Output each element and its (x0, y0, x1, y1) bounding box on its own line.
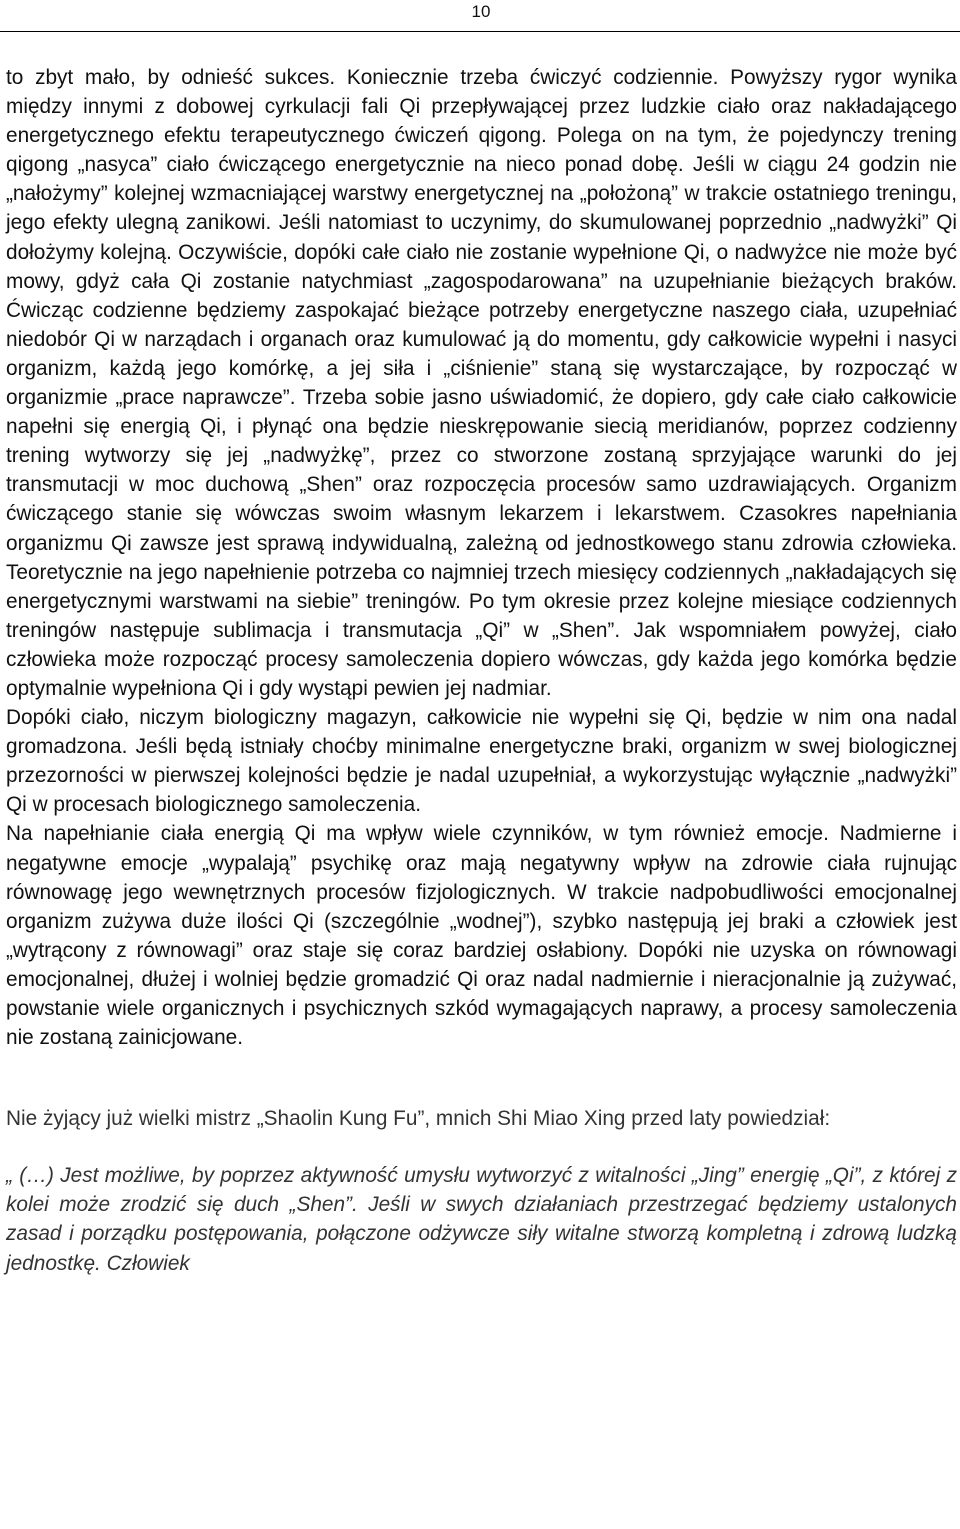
master-quote: „ (…) Jest możliwe, by poprzez aktywność umysłu wytworzyć z witalności „Jing” energię „Qi”, z której z kolei może zrodzić się duch „Shen”. Jeśli w swych działaniach przestrzegać będziemy ustalonych zasad i porządku postępowania, połączone odżywcze siły witalne stworzą kompletną i zdrową ludzką jednostkę. Człowiek (6, 1164, 957, 1275)
paragraph-body-storage: Dopóki ciało, niczym biologiczny magazyn, całkowicie nie wypełni się Qi, będzie w nim ona nadal gromadzona. Jeśli będą istniały choćby minimalne energetyczne braki, organizm w swej biologicznej przezorności w pierwszej kolejności będzie je nadal uzupełniał, a wykorzystując wyłącznie „nadwyżki” Qi w procesach biologicznego samoleczenia. (6, 706, 957, 817)
document-body (6, 63, 957, 1278)
paragraph-emotions: Na napełnianie ciała energią Qi ma wpływ wiele czynników, w tym również emocje. Nadmierne i negatywne emocje „wypalają” psychikę oraz mają negatywny wpływ na zdrowie ciała rujnując równowagę jego wewnętrznych procesów fizjologicznych. W trakcie nadpobudliwości emocjonalnej organizm zużywa duże ilości Qi (szczególnie „wodnej”), szybko następują jej braki a człowiek jest „wytrącony z równowagi” oraz staje się coraz bardziej osłabiony. Dopóki nie uzyska on równowagi emocjonalnej, dłużej i wolniej będzie gromadzić Qi oraz nadal nadmiernie i nieracjonalnie ją zużywać, powstanie wiele organicznych i psychicznych szkód wymagających naprawy, a procesy samoleczenia nie zostaną zainicjowane. (6, 822, 957, 1050)
quote-introduction: Nie żyjący już wielki mistrz „Shaolin Kung Fu”, mnich Shi Miao Xing przed laty powiedział: (6, 1107, 831, 1131)
paragraph-daily-training: to zbyt mało, by odnieść sukces. Koniecznie trzeba ćwiczyć codziennie. Powyższy rygor wynika między innymi z dobowej cyrkulacji fali Qi przepływającej przez ludzkie ciało oraz nakładającego energetycznego efektu terapeutycznego ćwiczeń qigong. Polega on na tym, że pojedynczy trening qigong „nasyca” ciało ćwiczącego energetycznie na nieco ponad dobę. Jeśli w ciągu 24 godzin nie „nałożymy” kolejnej wzmacniającej warstwy energetycznej na „położoną” w trakcie ostatniego treningu, jego efekty ulegną zanikowi. Jeśli natomiast to uczynimy, do skumulowanej poprzednio „nadwyżki” Qi dołożymy kolejną. Oczywiście, dopóki całe ciało nie zostanie wypełnione Qi, o nadwyżce nie może być mowy, gdyż cała Qi zostanie natychmiast „zagospodarowana” na uzupełnianie bieżących braków. Ćwicząc codzienne będziemy zaspokajać bieżące potrzeby energetyczne naszego ciała, uzupełniać niedobór Qi w narządach i organach oraz kumulować ją do momentu, gdy całkowicie wypełni i nasyci organizm, każdą jego komórkę, a jej siła i „ciśnienie” staną się wystarczające, by rozpocząć w organizmie „prace naprawcze”. Trzeba sobie jasno uświadomić, że dopiero, gdy całe ciało całkowicie napełni się energią Qi, i płynąć ona będzie nieskrępowanie siecią meridianów, poprzez codzienny trening wytworzy się jej „nadwyżkę”, przez co stworzone zostaną sprzyjające warunki do jej transmutacji w moc duchową „Shen” oraz rozpoczęcia procesów samo uzdrawiających. Organizm ćwiczącego stanie się wówczas swoim własnym lekarzem i lekarstwem. Czasokres napełniania organizmu Qi zawsze jest sprawą indywidualną, zależną od jednostkowego stanu zdrowia człowieka. Teoretycznie na jego napełnienie potrzeba co najmniej trzech miesięcy codziennych „nakładających się energetycznymi warstwami na siebie” treningów. Po tym okresie przez kolejne miesiące codziennych treningów następuje sublimacja i transmutacja „Qi” w „Shen”. Jak wspomniałem powyżej, ciało człowieka może rozpocząć procesy samoleczenia dopiero wówczas, gdy każda jego komórka będzie optymalnie wypełniona Qi i gdy wystąpi pewien jej nadmiar. (6, 66, 957, 700)
page-number: 10 (471, 2, 491, 21)
header-divider (0, 31, 960, 32)
